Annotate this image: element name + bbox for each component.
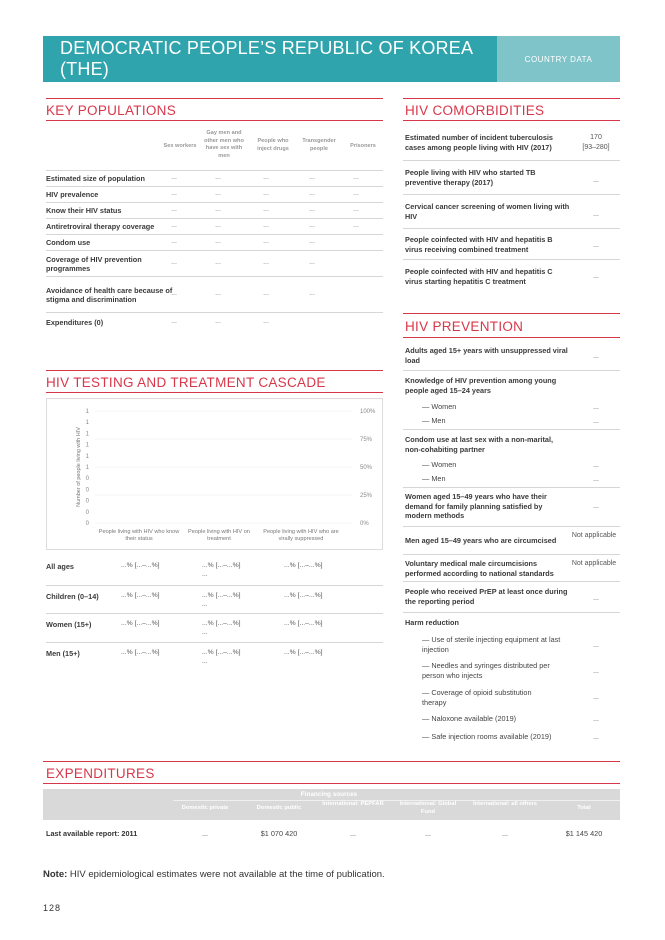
prep-value: ... [593, 595, 599, 602]
kp-cell: ... [171, 174, 177, 181]
comorbidity-row-tpt [403, 160, 620, 193]
prevention-row-circumcised [403, 526, 620, 553]
country-data-label: COUNTRY DATA [497, 36, 620, 82]
cascade-label: Men (15+) [46, 649, 80, 658]
hepc-label: People coinfected with HIV and hepatitis C virus starting hepatitis C treatment [405, 267, 553, 286]
kp-cell: ... [171, 238, 177, 245]
x-category-label: People living with HIV on treatment [188, 529, 250, 542]
kp-row-label: Avoidance of health care because of stigma and discrimination [46, 285, 173, 304]
expenditures-rule [43, 761, 620, 762]
cascade-v2: ...% [...–...%] [202, 649, 241, 656]
prevention-title: HIV PREVENTION [405, 319, 524, 334]
x-category-label: People living with HIV who know their status [98, 529, 180, 542]
hepc-value: ... [593, 273, 599, 280]
kp-cell: ... [215, 290, 221, 297]
exp-col-header: International: PEPFAR [322, 801, 384, 807]
cascade-v2: ...% [...–...%] [202, 592, 241, 599]
prevention-row-knowledge [403, 370, 620, 429]
col-prisoners: Prisoners [350, 143, 376, 149]
harm-ost-label: — Coverage of opioid substitution therapy [422, 688, 532, 707]
prevention-row-prep [403, 581, 620, 612]
note-label: Note: [43, 869, 68, 880]
country-title: DEMOCRATIC PEOPLE’S REPUBLIC OF KOREA (THE) [43, 36, 497, 82]
kp-row [46, 218, 383, 234]
y-tick-left: 0 [85, 498, 89, 505]
prep-label: People who received PrEP at least once during the reporting period [405, 587, 568, 606]
key-populations-underline [46, 120, 383, 121]
cascade-v1: ...% [...–...%] [121, 562, 160, 569]
kp-cell: ... [263, 259, 269, 266]
note-text: HIV epidemiological estimates were not available at the time of publication. [67, 869, 385, 880]
comorbidities-rule [403, 98, 620, 99]
kp-cell: ... [171, 318, 177, 325]
cascade-label: All ages [46, 562, 74, 571]
hepb-label: People coinfected with HIV and hepatitis B virus receiving combined treatment [405, 235, 553, 254]
tb-range: [93–280] [582, 144, 610, 151]
kp-cell: ... [215, 206, 221, 213]
cascade-v2b: ... [202, 658, 208, 665]
cascade-chart-svg [47, 399, 384, 551]
exp-col-header: International: all others [472, 801, 538, 807]
harm-needles-value: ... [593, 668, 599, 675]
kp-cell: ... [309, 238, 315, 245]
expenditures-underline [43, 783, 620, 784]
country-banner [43, 36, 620, 82]
prevention-rule [403, 313, 620, 314]
y-tick-right: 25% [360, 493, 373, 499]
comorbidity-row-hepb [403, 228, 620, 258]
page-number: 128 [43, 903, 62, 913]
cascade-chart [46, 398, 383, 550]
kp-row-label: Expenditures (0) [46, 318, 104, 327]
cascade-v3: ...% [...–...%] [284, 649, 323, 656]
y-tick-left: 1 [85, 431, 89, 438]
cascade-v1: ...% [...–...%] [121, 649, 160, 656]
kp-cell: ... [215, 222, 221, 229]
cascade-v3: ...% [...–...%] [284, 620, 323, 627]
kp-cell: ... [263, 318, 269, 325]
harm-ost-value: ... [593, 694, 599, 701]
col-sex-workers: Sex workers [163, 143, 197, 149]
y-tick-left: 1 [85, 453, 89, 460]
kp-cell: ... [171, 206, 177, 213]
y-tick-left: 0 [85, 509, 89, 516]
comorbidities-title: HIV COMORBIDITIES [405, 103, 545, 118]
kp-cell: ... [215, 174, 221, 181]
harm-sterile-value: ... [593, 642, 599, 649]
note [43, 869, 385, 880]
expenditures-row-label: Last available report: 2011 [46, 829, 138, 838]
kp-cell: ... [263, 174, 269, 181]
comorbidity-row-hepc [403, 259, 620, 292]
kp-row-label: Know their HIV status [46, 206, 122, 215]
knowledge-women-label: — Women [422, 402, 457, 411]
y-tick-left: 0 [85, 476, 89, 483]
kp-cell: ... [309, 290, 315, 297]
financing-sources-label: Financing sources [300, 791, 358, 798]
key-populations-title: KEY POPULATIONS [46, 103, 177, 118]
exp-value: $1 070 420 [260, 829, 298, 838]
kp-cell: ... [309, 259, 315, 266]
harm-rooms-label: — Safe injection rooms available (2019) [422, 732, 552, 741]
kp-row [46, 276, 383, 312]
harm-naloxone-label: — Naloxone available (2019) [422, 714, 517, 723]
condom-women-label: — Women [422, 460, 457, 469]
exp-col-header: International: Global Fund [399, 801, 457, 815]
harm-needles-label: — Needles and syringes distributed per person who injects [422, 661, 550, 680]
tb-value: 170 [590, 134, 602, 141]
cascade-v2b: ... [202, 629, 208, 636]
y-tick-right: 100% [360, 409, 376, 415]
vmmc-label: Voluntary medical male circumcisions performed according to national standards [405, 559, 554, 578]
y-tick-right: 50% [360, 465, 373, 471]
kp-row [46, 234, 383, 250]
y-tick-left: 0 [85, 521, 89, 527]
kp-row-label: Condom use [46, 238, 91, 247]
family-value: ... [593, 503, 599, 510]
kp-cell: ... [263, 206, 269, 213]
cascade-title: HIV TESTING AND TREATMENT CASCADE [46, 375, 326, 390]
knowledge-men-label: — Men [422, 416, 446, 425]
knowledge-label: Knowledge of HIV prevention among young people aged 15–24 years [405, 376, 557, 395]
tpt-value: ... [593, 177, 599, 184]
tpt-label: People living with HIV who started TB preventive therapy (2017) [405, 168, 536, 187]
exp-col-header: Domestic public [256, 805, 302, 811]
kp-row-label: HIV prevalence [46, 190, 99, 199]
condom-label: Condom use at last sex with a non-marital, non-cohabiting partner [405, 435, 553, 454]
kp-cell: ... [353, 222, 359, 229]
circumcised-value: Not applicable [571, 532, 617, 539]
cervical-label: Cervical cancer screening of women living with HIV [405, 202, 570, 221]
cascade-v3: ...% [...–...%] [284, 592, 323, 599]
prevention-row-family-planning [403, 487, 620, 526]
y-tick-left: 1 [85, 409, 89, 415]
cascade-v2b: ... [202, 571, 208, 578]
cervical-value: ... [593, 211, 599, 218]
y-axis-label: Number of people living with HIV [76, 427, 82, 507]
unsuppressed-value: ... [593, 353, 599, 360]
col-transgender: Transgender people [302, 138, 336, 152]
y-tick-left: 0 [85, 487, 89, 494]
cascade-v2: ...% [...–...%] [202, 620, 241, 627]
condom-men-value: ... [593, 476, 599, 483]
cascade-v1: ...% [...–...%] [121, 620, 160, 627]
cascade-row [46, 585, 383, 613]
kp-cell: ... [309, 206, 315, 213]
knowledge-men-value: ... [593, 418, 599, 425]
cascade-row [46, 556, 383, 584]
cascade-v2: ...% [...–...%] [202, 562, 241, 569]
kp-row-label: Coverage of HIV prevention programmes [46, 254, 142, 273]
y-tick-left: 1 [85, 420, 89, 427]
cascade-row [46, 613, 383, 641]
family-label: Women aged 15–49 years who have their demand for family planning satisfied by modern methods [405, 492, 547, 520]
kp-row [46, 202, 383, 218]
exp-col-header: Domestic private [181, 805, 229, 811]
kp-cell: ... [215, 259, 221, 266]
prevention-row-harm-reduction [403, 612, 620, 750]
harm-sterile-label: — Use of sterile injecting equipment at last injection [422, 635, 561, 654]
cascade-v3: ...% [...–...%] [284, 562, 323, 569]
prevention-row-vmmc [403, 554, 620, 581]
prevention-row-unsuppressed [403, 340, 620, 370]
kp-cell: ... [309, 222, 315, 229]
harm-label: Harm reduction [405, 618, 459, 627]
kp-cell: ... [353, 190, 359, 197]
kp-cell: ... [215, 190, 221, 197]
kp-cell: ... [171, 190, 177, 197]
prevention-underline [403, 337, 620, 338]
kp-cell: ... [309, 190, 315, 197]
kp-cell: ... [263, 190, 269, 197]
kp-cell: ... [171, 290, 177, 297]
exp-value: ... [501, 829, 509, 838]
cascade-v2b: ... [202, 601, 208, 608]
exp-col-header: Total [577, 805, 591, 811]
col-pwid: People who inject drugs [257, 138, 289, 152]
tb-label: Estimated number of incident tuberculosis cases among people living with HIV (2017) [405, 133, 553, 152]
cascade-v1: ...% [...–...%] [121, 592, 160, 599]
comorbidities-underline [403, 120, 620, 121]
kp-cell: ... [263, 290, 269, 297]
condom-women-value: ... [593, 462, 599, 469]
kp-cell: ... [353, 174, 359, 181]
x-category-label: People living with HIV who are virally suppressed [263, 529, 339, 542]
kp-cell: ... [263, 222, 269, 229]
col-msm: Gay men and other men who have sex with men [204, 130, 244, 159]
vmmc-value: Not applicable [571, 560, 617, 567]
condom-men-label: — Men [422, 474, 446, 483]
kp-cell: ... [215, 238, 221, 245]
harm-rooms-value: ... [593, 734, 599, 741]
kp-cell: ... [263, 238, 269, 245]
kp-cell: ... [171, 222, 177, 229]
expenditures-title: EXPENDITURES [46, 766, 155, 781]
cascade-label: Children (0–14) [46, 592, 99, 601]
hepb-value: ... [593, 242, 599, 249]
key-populations-rule [46, 98, 383, 99]
harm-naloxone-value: ... [593, 716, 599, 723]
cascade-label: Women (15+) [46, 620, 92, 629]
cascade-underline [46, 392, 383, 393]
kp-row-label: Antiretroviral therapy coverage [46, 222, 155, 231]
kp-cell: ... [309, 174, 315, 181]
kp-row [46, 312, 383, 332]
comorbidity-row-tb [403, 125, 620, 158]
cascade-row [46, 642, 383, 670]
exp-value: ... [201, 829, 209, 838]
comorbidity-row-cervical [403, 194, 620, 227]
knowledge-women-value: ... [593, 404, 599, 411]
kp-row [46, 250, 383, 276]
y-tick-right: 75% [360, 437, 373, 443]
prevention-row-condom [403, 429, 620, 487]
y-tick-left: 1 [85, 465, 89, 471]
y-tick-right: 0% [360, 521, 369, 527]
unsuppressed-label: Adults aged 15+ years with unsuppressed viral load [405, 346, 568, 365]
cascade-rule [46, 370, 383, 371]
kp-cell: ... [353, 206, 359, 213]
exp-value: ... [349, 829, 357, 838]
y-tick-left: 1 [85, 442, 89, 449]
kp-row [46, 170, 383, 186]
kp-cell: ... [171, 259, 177, 266]
kp-row-label: Estimated size of population [46, 174, 145, 183]
kp-cell: ... [215, 318, 221, 325]
exp-value: ... [424, 829, 432, 838]
kp-row [46, 186, 383, 202]
circumcised-label: Men aged 15–49 years who are circumcised [405, 536, 557, 545]
exp-value: $1 145 420 [565, 829, 603, 838]
